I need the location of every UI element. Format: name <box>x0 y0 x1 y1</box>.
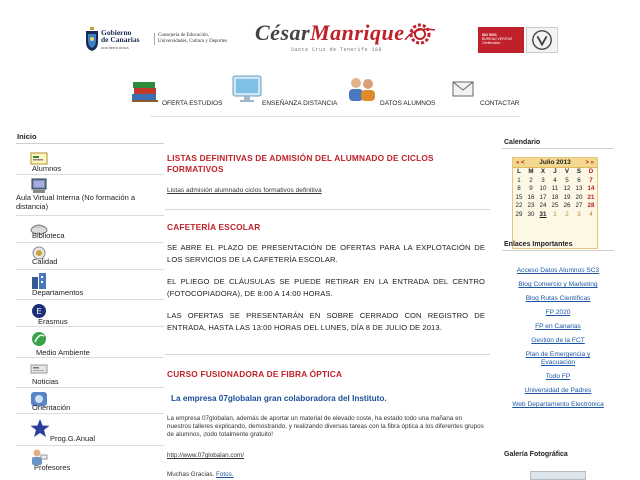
calendar-day[interactable]: 11 <box>551 185 559 192</box>
day-name: L <box>517 168 521 175</box>
calendar-week <box>513 177 597 186</box>
calendar-day[interactable]: 5 <box>565 176 569 184</box>
nav-label-oferta: OFERTA ESTUDIOS <box>162 100 223 107</box>
calendar-day[interactable]: 10 <box>539 185 547 192</box>
leaf-icon <box>30 331 48 347</box>
sidebar-item-aula-virtual[interactable] <box>16 178 164 212</box>
calendar-day[interactable]: 25 <box>551 202 559 209</box>
sidebar-divider <box>16 269 164 270</box>
cert-line1: ISO 9001 <box>482 33 497 37</box>
day-name: X <box>540 168 546 175</box>
sidebar-divider <box>16 387 164 388</box>
section-title-listas[interactable]: LISTAS DEFINITIVAS DE ADMISIÓN DEL ALUMNADO DE CICLOS FORMATIVOS <box>167 153 434 174</box>
day-name: M <box>528 168 534 175</box>
calendar-header <box>513 158 597 168</box>
link-gestion-fct[interactable]: Gestión de la FCT <box>531 337 585 344</box>
sidebar-item-biblioteca[interactable] <box>16 219 164 241</box>
computer-icon <box>30 178 48 194</box>
sidebar-title: Inicio <box>16 131 164 144</box>
sidebar-divider <box>16 357 164 358</box>
globalan-url-link[interactable]: http://www.07globalan.com/ <box>167 452 245 459</box>
cafeteria-paragraph-2: EL PLIEGO DE CLÁUSULAS SE PUEDE RETIRAR EN LA ENTRADA DEL CENTRO (FOTOCOPIADORA), DE 8:00 A 14:00 HORAS. <box>167 277 485 298</box>
fibra-optica-body: La empresa 07globalan, además de aportar un material de elevado coste, ha estado todo una mañana en nuestros talleres explicando, demostrando, y realizando diversas tareas con la fibra óptica a los diferentes grupos de alumnos, ¡todo totalmente gratuito! <box>167 415 484 439</box>
main-content <box>165 131 490 480</box>
fotos-link[interactable]: Fotos. <box>216 471 234 478</box>
star-icon <box>30 419 50 437</box>
calendar-day[interactable]: 24 <box>539 202 547 209</box>
calendar-day[interactable]: 27 <box>575 202 583 209</box>
sidebar-label-erasmus: Erasmus <box>38 317 68 326</box>
left-sidebar <box>16 131 164 480</box>
calendar-day[interactable]: 3 <box>541 176 545 184</box>
sidebar-label-profesores: Profesores <box>34 463 71 472</box>
nav-label-contactar: CONTACTAR <box>480 100 520 107</box>
gear-emblem-icon <box>403 22 437 46</box>
envelope-icon <box>452 81 474 97</box>
calendar-grid <box>513 168 597 219</box>
sidebar-item-medio-ambiente[interactable] <box>16 331 164 355</box>
cert-line3: Certification <box>482 41 501 45</box>
calendar-prev-button[interactable]: « < <box>516 160 525 166</box>
day-name: D <box>588 168 594 175</box>
sidebar-label-prog-anual: Prog.G.Anual <box>50 434 96 443</box>
section-title-cafeteria[interactable]: CAFETERÍA ESCOLAR <box>167 222 261 232</box>
sidebar-label-calidad: Calidad <box>32 257 58 266</box>
day-name: J <box>553 168 557 175</box>
calendar-day[interactable]: 2 <box>529 176 533 184</box>
gobierno-tagline: una tierra única <box>101 45 129 50</box>
calendar-day[interactable]: 6 <box>577 176 581 184</box>
section-title-fibra-optica[interactable]: CURSO FUSIONADORA DE FIBRA ÓPTICA <box>167 369 343 379</box>
bureau-veritas-seal-icon <box>526 27 558 53</box>
calendar-day-next-month[interactable]: 2 <box>565 210 569 218</box>
link-acceso-datos[interactable]: Acceso Datos Alumnos SC3 <box>516 267 600 274</box>
link-plan-emergencia[interactable]: Plan de Emergencia y Evacuación <box>525 351 591 366</box>
link-blog-rutas[interactable]: Blog Rutas Científicas <box>525 295 591 302</box>
sidebar-label-departamentos: Departamentos <box>32 288 84 297</box>
calendar-day[interactable]: 17 <box>539 193 547 201</box>
nav-datos-alumnos[interactable] <box>346 72 436 118</box>
calendar-day-next-month[interactable]: 4 <box>589 210 593 218</box>
school-name-part2: Manrique <box>310 20 405 45</box>
sidebar-divider <box>16 445 164 446</box>
sidebar-item-noticias[interactable] <box>16 361 164 385</box>
calendar-week <box>513 194 597 203</box>
calendar-day[interactable]: 14 <box>587 185 595 192</box>
calendar-day[interactable]: 12 <box>563 185 571 192</box>
calendar-widget <box>512 157 598 249</box>
sidebar-item-prog-anual[interactable] <box>16 417 164 443</box>
nav-ensenanza-distancia[interactable] <box>232 72 342 118</box>
calendar-day-next-month[interactable]: 1 <box>553 210 557 218</box>
important-links-list <box>502 267 614 415</box>
calendar-day[interactable]: 30 <box>527 210 535 218</box>
cert-red-panel <box>478 27 524 53</box>
topnav-divider <box>150 116 520 117</box>
certification-badge <box>478 27 558 53</box>
consejeria-line1: Consejería de Educación, <box>158 33 209 38</box>
calendar-day-names <box>513 168 597 177</box>
calendar-month-label: Julio 2013 <box>539 159 571 166</box>
calendar-day-next-month[interactable]: 3 <box>577 210 581 218</box>
calendar-day[interactable]: 15 <box>515 193 523 201</box>
coat-of-arms-icon <box>85 27 99 51</box>
calendar-day[interactable]: 18 <box>551 193 559 201</box>
sidebar-label-alumnos: Alumnos <box>32 164 62 173</box>
cafeteria-paragraph-1: SE ABRE EL PLAZO DE PRESENTACIÓN DE OFERTAS PARA LA EXPLOTACIÓN DE LOS SERVICIOS DE LA CAFETERÍA ESCOLAR. <box>167 243 485 264</box>
building-icon <box>30 273 48 289</box>
thanks-text: Muchas Gracias. <box>167 471 215 478</box>
sidebar-label-orientacion: Orientación <box>32 403 71 412</box>
calendar-day[interactable]: 29 <box>515 210 523 218</box>
link-web-electronica[interactable]: Web Departamento Electrónica <box>512 401 604 408</box>
calendar-day[interactable]: 20 <box>575 193 583 201</box>
calendar-day[interactable]: 19 <box>563 193 571 201</box>
calendar-week <box>513 185 597 194</box>
calendar-day[interactable]: 4 <box>553 176 557 184</box>
section-divider <box>165 354 490 355</box>
sidebar-item-calidad[interactable] <box>16 245 164 267</box>
gallery-title: Galería Fotográfica <box>504 451 568 458</box>
calendar-day[interactable]: 28 <box>587 202 595 209</box>
calendar-day[interactable]: 13 <box>575 185 583 192</box>
students-icon <box>346 77 378 101</box>
site-header <box>0 0 640 72</box>
calendar-day[interactable]: 26 <box>563 202 571 209</box>
school-subtitle: Santa Cruz de Tenerife 188 <box>291 47 383 53</box>
sidebar-label-aula-virtual: Aula Virtual Interna (No formación a distancia) <box>16 193 136 211</box>
gallery-thumbnail[interactable] <box>530 471 586 480</box>
consejeria-line2: Universidades, Cultura y Deportes <box>158 39 228 44</box>
sidebar-label-medio-ambiente: Medio Ambiente <box>36 348 90 357</box>
nav-oferta-estudios[interactable] <box>130 72 222 118</box>
calendar-day[interactable]: 8 <box>517 185 521 192</box>
link-fp-2020[interactable]: FP 2020 <box>545 309 571 316</box>
calendar-day[interactable]: 7 <box>589 176 593 184</box>
calendar-day[interactable]: 21 <box>587 193 595 201</box>
sidebar-divider <box>16 215 164 216</box>
sidebar-item-departamentos[interactable] <box>16 273 164 297</box>
thanks-line <box>167 471 234 479</box>
sidebar-label-biblioteca: Biblioteca <box>32 231 65 240</box>
sidebar-label-noticias: Noticias <box>32 377 59 386</box>
newspaper-icon <box>30 361 48 377</box>
sidebar-item-erasmus[interactable] <box>16 303 164 325</box>
section-divider <box>165 209 490 210</box>
gobierno-name <box>101 29 140 43</box>
nav-label-ensenanza: ENSEÑANZA DISTANCIA <box>262 100 338 107</box>
nav-label-datos: DATOS ALUMNOS <box>380 100 436 107</box>
books-icon <box>130 78 160 104</box>
calendar-week <box>513 211 597 220</box>
school-logo[interactable] <box>255 20 470 60</box>
gobierno-line1: Gobierno <box>101 28 132 37</box>
link-blog-comercio[interactable]: Blog Comercio y Marketing <box>518 281 598 288</box>
consejeria-label <box>154 33 227 45</box>
calendar-day-today[interactable]: 31 <box>539 210 547 218</box>
calendar-day[interactable]: 1 <box>517 176 521 184</box>
link-todo-fp[interactable]: Todo FP <box>545 373 571 380</box>
nav-contactar[interactable] <box>452 72 522 118</box>
calendar-day[interactable]: 22 <box>515 202 523 209</box>
school-name-part1: César <box>255 20 311 45</box>
fibra-optica-subtitle: La empresa 07globalan gran colaboradora del Instituto. <box>171 394 387 403</box>
calendar-week <box>513 202 597 211</box>
sidebar-divider <box>16 326 164 327</box>
sidebar-divider <box>16 242 164 243</box>
school-title <box>255 20 405 46</box>
calendar-title: Calendario <box>502 137 614 149</box>
links-title: Enlaces Importantes <box>502 239 614 251</box>
link-fp-canarias[interactable]: FP en Canarias <box>535 323 581 330</box>
calendar-next-button[interactable]: > » <box>585 160 594 166</box>
calendar-day[interactable]: 23 <box>527 202 535 209</box>
cert-line2: BUREAU VERITAS <box>482 37 513 41</box>
cafeteria-paragraph-3: LAS OFERTAS SE PRESENTARÁN EN SOBRE CERRADO CON REGISTRO DE ENTRADA, HASTA LAS 13:00 HORAS DEL LUNES, DÍA 8 DE JULIO DE 2013. <box>167 311 485 332</box>
sidebar-item-orientacion[interactable] <box>16 391 164 411</box>
sidebar-item-profesores[interactable] <box>16 449 164 473</box>
svg-text:E: E <box>36 307 42 316</box>
top-navigation <box>0 72 640 118</box>
sidebar-divider <box>16 299 164 300</box>
monitor-icon <box>232 75 264 103</box>
sidebar-divider <box>16 174 164 175</box>
listas-admision-link[interactable]: Listas admisión alumnado ciclos formativos definitiva <box>167 187 322 194</box>
calendar-day[interactable]: 9 <box>529 185 533 192</box>
gobierno-canarias-logo[interactable] <box>85 27 145 53</box>
link-universidad-padres[interactable]: Universidad de Padres <box>524 387 592 394</box>
day-name: V <box>564 168 570 175</box>
day-name: S <box>576 168 582 175</box>
gobierno-line2: de Canarias <box>101 35 140 44</box>
calendar-day[interactable]: 16 <box>527 193 535 201</box>
sidebar-divider <box>16 413 164 414</box>
sidebar-item-alumnos[interactable] <box>16 149 164 173</box>
right-sidebar <box>502 133 614 480</box>
